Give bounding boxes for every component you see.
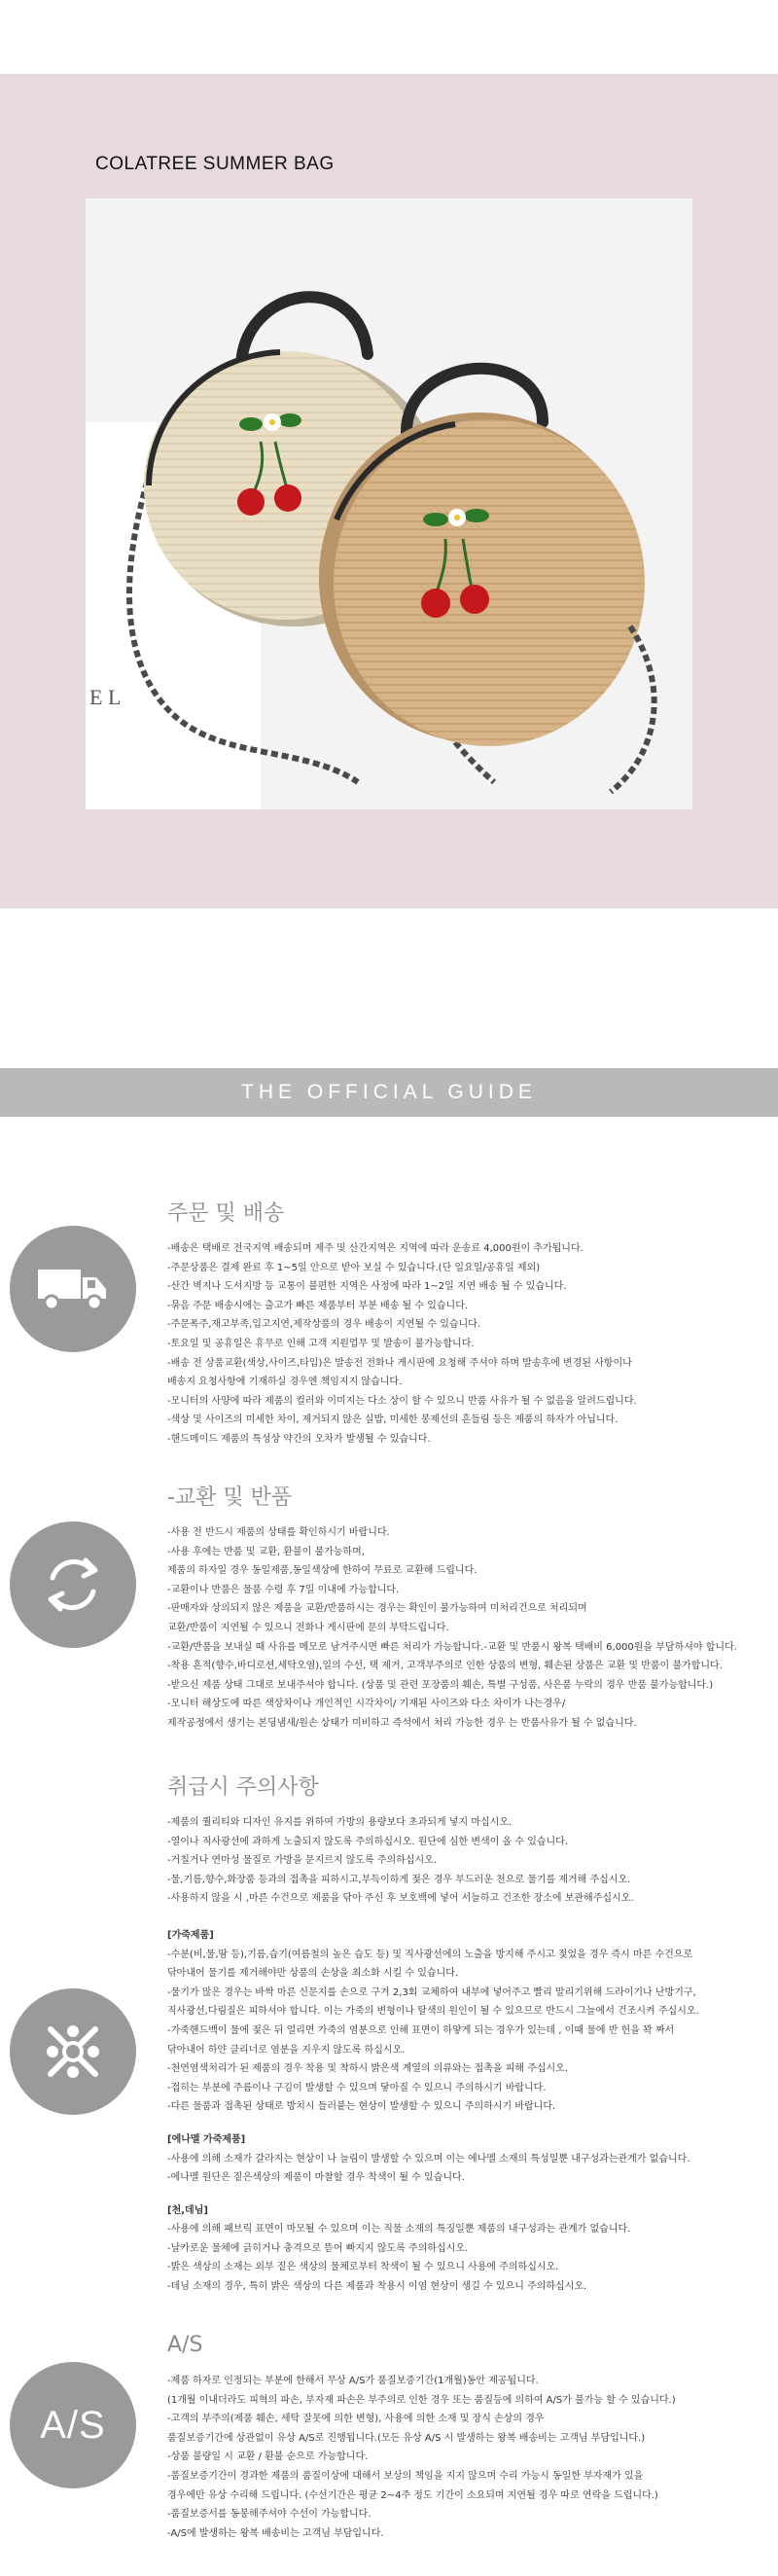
order-line: -산간 벽지나 도서지방 등 교통이 불편한 지역은 사정에 따라 1~2일 지연 배송 될 수 있습니다. (167, 1281, 567, 1293)
order-line: -모니터의 사양에 따라 제품의 컬러와 이미지는 다소 상이 할 수 있으니 반품 사유가 될 수 없음을 알려드립니다. (167, 1395, 637, 1407)
order-line: -묶음 주문 배송시에는 출고가 빠른 제품부터 부분 배송 될 수 있습니다. (167, 1300, 469, 1311)
care-line: -다른 물품과 접촉된 상태로 방치시 들러붙는 현상이 발생할 수 있으니 주의하시기 바랍니다. (167, 2101, 556, 2113)
exchange-line: -판매자와 상의되지 않은 제품을 교환/반품하시는 경우는 확인이 불가능하여 미처리건으로 처리되며 (167, 1603, 587, 1615)
care-line: -제품의 퀄리티와 디자인 유지를 위하여 가방의 용량보다 초과되게 넣지 마십시오. (167, 1817, 513, 1828)
care-line: -물기가 많은 경우는 바싹 마른 신문지를 손으로 구겨 2,3회 교체하여 내부에 넣어주고 빨리 말리기위해 드라이기나 난방기구, (167, 1986, 696, 1998)
care-subsection-title: [에나멜 가죽제품] (167, 2133, 246, 2145)
hero-section (0, 74, 778, 909)
care-line: -날카로운 물체에 긁히거나 충격으로 뜯어 빠지지 않도록 주의하십시오. (167, 2242, 469, 2254)
care-line: -사용에 의해 패브릭 표면이 마모될 수 있으며 이는 직물 소재의 특징일뿐 제품의 내구성과는 관계가 없습니다. (167, 2224, 631, 2236)
care-line: -물,기름,향수,화장품 등과의 접촉을 피하시고,부득이하게 젖은 경우 부드러운 천으로 물기를 제거해 주십시오. (167, 1874, 631, 1885)
product-photo (86, 198, 692, 809)
no-washing-icon (39, 2018, 107, 2086)
svg-text:E L: E L (89, 685, 122, 709)
care-line: -열이나 직사광선에 과하게 노출되지 않도록 주의하십시오. 원단에 심한 변색이 올 수 있습니다. (167, 1836, 569, 1847)
care-line: 직사광선,다림질은 피하셔야 합니다. 이는 가죽의 변형이나 탈색의 원인이 될 수 있으므로 반드시 그늘에서 건조시켜 주십시오. (167, 2006, 699, 2018)
as-icon-circle (10, 2362, 136, 2488)
exchange-line: -사용 전 반드시 제품의 상태를 확인하시기 바랍니다. (167, 1527, 390, 1538)
as-line: 품질보증기간에 상관없이 유상 A/S로 진행됩니다.(모든 유상 A/S 시 발생하는 왕복 배송비는 고객님 부담입니다.) (167, 2432, 646, 2444)
exchange-line: 교환/반품이 지연될 수 있으니 전화나 게시판에 문의 부탁드립니다. (167, 1622, 449, 1633)
care-line: -거칠거나 연마성 물질로 가방을 문지르지 않도록 주의하십시오. (167, 1855, 438, 1867)
as-lines (167, 2372, 768, 2543)
exchange-line: -사용 후에는 반품 및 교환, 환불이 불가능하며, (167, 1546, 365, 1557)
as-line: (1개월 이내더라도 피혁의 파손, 부자재 파손은 부주의로 인한 경우 또는 품질등에 의하여 A/S가 불가능 할 수 있습니다.) (167, 2394, 676, 2406)
product-title: COLATREE SUMMER BAG (95, 154, 335, 174)
exchange-line: -받으신 제품 상태 그대로 보내주셔야 합니다. (상품 및 관련 포장품의 훼손, 특별 구성품, 사은품 누락의 경우 반품 불가능합니다.) (167, 1679, 714, 1691)
care-lines (167, 1813, 768, 2297)
order-lines (167, 1239, 768, 1449)
order-line: 배송지 요청사항에 기재하실 경우엔 책임지지 않습니다. (167, 1377, 403, 1388)
care-line: -데님 소재의 경우, 특히 밝은 색상의 다른 제품과 착용시 이염 현상이 생길 수 있으니 주의하십시오. (167, 2281, 587, 2293)
order-line: -배송 전 상품교환(색상,사이즈,타입)은 발송전 전화나 게시판에 요청해 주셔야 하며 발송후에 변경된 사항이나 (167, 1357, 632, 1369)
care-line: -밝은 색상의 소재는 외부 짙은 색상의 물체로부터 착색이 될 수 있으니 사용에 주의하십시오. (167, 2262, 559, 2273)
as-line: -상품 불량일 시 교환 / 환불 순으로 가능합니다. (167, 2451, 369, 2463)
care-subsection-title: [천,데님] (167, 2204, 208, 2216)
section-title: 취급시 주의사항 (167, 1775, 319, 1800)
exchange-line: 제작공정에서 생기는 본딩냄새/원손 상태가 미비하고 즉석에서 처리 가능한 경우 는 반품사유가 될 수 없습니다. (167, 1717, 637, 1729)
care-subsection-title: [가죽제품] (167, 1929, 214, 1941)
bag-photo-illustration (86, 198, 692, 809)
section-title: A/S (167, 2333, 203, 2357)
as-line: -품질보증서를 동봉해주셔야 수선이 가능합니다. (167, 2509, 371, 2521)
truck-icon-circle (10, 1226, 136, 1352)
exchange-line: 제품의 하자일 경우 동일제품,동일색상에 한하여 무료로 교환해 드립니다. (167, 1565, 477, 1577)
order-line: -배송은 택배로 전국지역 배송되며 제주 및 산간지역은 지역에 따라 운송료 4,000원이 추가됩니다. (167, 1243, 584, 1254)
care-line: -에나멜 원단은 짙은색상의 제품이 마찰할 경우 착색이 될 수 있습니다. (167, 2172, 465, 2184)
no-washing-icon-circle (10, 1988, 136, 2115)
as-icon: A/S (40, 2403, 106, 2447)
order-line: -주문상품은 결제 완료 후 1~5일 안으로 받아 보실 수 있습니다.(단 일요일/공휴일 제외) (167, 1262, 541, 1273)
exchange-line: -교환이나 반품은 물품 수령 후 7일 이내에 가능합니다. (167, 1584, 400, 1595)
exchange-lines (167, 1523, 768, 1734)
exchange-line: -교환/반품을 보내실 때 사유를 메모로 남겨주시면 빠른 처리가 가능합니다.-교환 및 반품시 왕복 택배비 6,000원을 부담하셔야 합니다. (167, 1641, 737, 1653)
care-line: -가죽핸드백이 물에 젖은 뒤 얼리면 가죽의 염분으로 인해 표면이 하얗게 되는 경우가 있는데 , 이때 물에 반 헌을 꽉 짜서 (167, 2024, 675, 2036)
exchange-line: -착용 흔적(향수,바디로션,세탁오염),일의 수선, 택 제거, 고객부주의로 인한 상품의 변형, 훼손된 상품은 교환 및 반품이 불가합니다. (167, 1661, 723, 1672)
as-line: -A/S에 발생하는 왕복 배송비는 고객님 부담입니다. (167, 2527, 384, 2539)
as-line: -품질보증기간이 경과한 제품의 품질이상에 대해서 보상의 책임을 지지 않으며 수리 가능시 동일한 부자재가 있을 (167, 2470, 644, 2482)
refresh-icon (37, 1549, 109, 1621)
section-title: 주문 및 배송 (167, 1201, 285, 1226)
as-line: -제품 하자로 인정되는 부분에 한해서 무상 A/S가 품질보증기간(1개월)동안 제공됩니다. (167, 2376, 539, 2386)
section-title: -교환 및 반품 (167, 1485, 293, 1510)
care-line: -사용하지 않을 시 ,마른 수건으로 제품을 닦아 주신 후 보호백에 넣어 서늘하고 건조한 장소에 보관해주십시오. (167, 1893, 634, 1905)
order-line: -색상 및 사이즈의 미세한 차이, 제거되지 않은 실밥, 미세한 봉제선의 흔들림 등은 제품의 하자가 아닙니다. (167, 1414, 619, 1426)
care-line: -사용에 의해 소재가 갈라지는 현상이 나 늘림이 발생할 수 있으며 이는 에나멜 소재의 특성일뿐 내구성과는관계가 없습니다. (167, 2153, 690, 2165)
official-guide-title: THE OFFICIAL GUIDE (241, 1081, 537, 1103)
order-line: -주문폭주,재고부족,입고지연,제작상품의 경우 배송이 지연될 수 있습니다. (167, 1319, 481, 1331)
care-line: 닦아내어 물기를 제거해야만 상품의 손상을 최소화 시킬 수 있습니다. (167, 1968, 459, 1980)
care-line: -접히는 부분에 주름이나 구김이 발생할 수 있으며 닿아질 수 있으니 주의하시기 바랍니다. (167, 2082, 547, 2093)
as-line: 경우에만 유상 수리해 드립니다. (수선기간은 평균 2~4주 정도 기간이 소요되며 지연될 경우 따로 연락을 드립니다.) (167, 2489, 658, 2501)
order-line: -핸드메이드 제품의 특성상 약간의 오차가 발생될 수 있습니다. (167, 1433, 431, 1445)
exchange-line: -모니터 해상도에 따른 색상차이나 개인적인 시각차이/ 기재된 사이즈와 다소 차이가 나는경우/ (167, 1699, 566, 1710)
truck-icon (34, 1260, 112, 1318)
care-line: -수분(비,물,땀 등),기름,습기(여름철의 높은 습도 등) 및 직사광선에의 노출을 방지해 주시고 젖었을 경우 즉시 마른 수건으로 (167, 1949, 693, 1960)
refresh-icon-circle (10, 1521, 136, 1648)
order-line: -토요일 및 공휴일은 휴무로 인해 고객 지원업무 및 발송이 불가능합니다. (167, 1338, 475, 1349)
as-line: -고객의 부주의(제품 훼손, 세탁 잘못에 의한 변형), 사용에 의한 소재 및 장식 손상의 경우 (167, 2414, 545, 2425)
official-guide-bar (0, 1068, 778, 1117)
care-line: -천연염색처리가 된 제품의 경우 착용 및 착하시 밝은색 계열의 의류와는 접촉을 피해 주십시오. (167, 2063, 569, 2075)
care-line: 닦아내어 하얀 클리너로 염분을 지우지 않도록 하십시오. (167, 2044, 406, 2056)
